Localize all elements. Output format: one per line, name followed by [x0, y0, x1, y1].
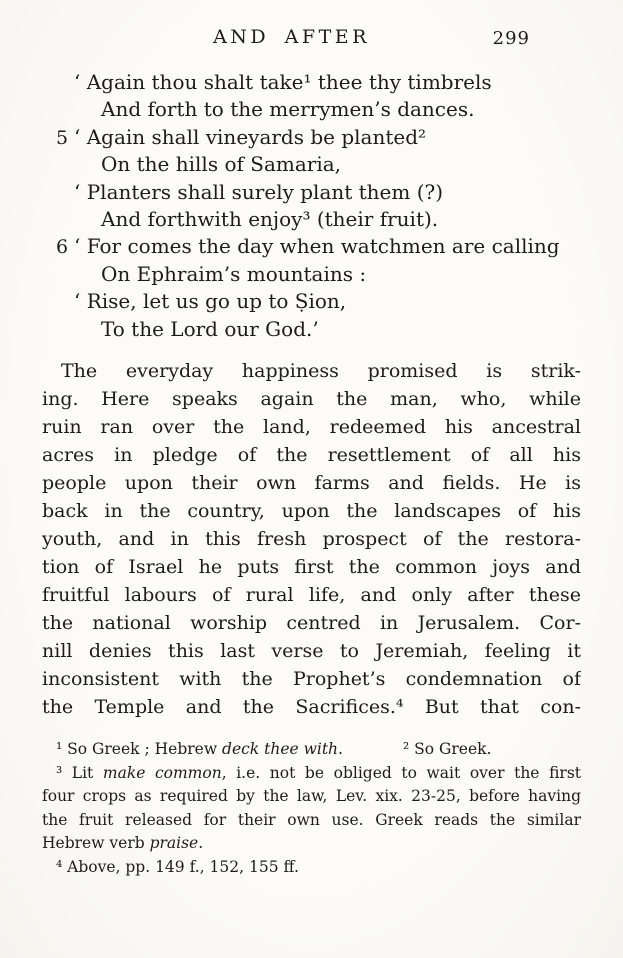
footnote-3-italic: make common [102, 763, 222, 782]
verse-text: ‘ Again shall vineyards be planted² [74, 124, 427, 149]
verse-line [56, 288, 581, 315]
verse-line [56, 206, 581, 233]
verse-number: 6 [56, 236, 69, 259]
footnote-1 [56, 738, 343, 762]
footnote-4: ⁴ Above, pp. 149 f., 152, 155 ff. [56, 857, 299, 876]
footnote-3-text: Hebrew verb [42, 834, 150, 853]
footnote-3-line [42, 832, 581, 856]
verse-line [56, 69, 581, 96]
footnote-2: ² So Greek. [402, 740, 492, 759]
verse-line [56, 179, 581, 206]
verse-line [56, 316, 581, 343]
verse-line [56, 96, 581, 123]
verse-line [56, 124, 581, 151]
page-number: 299 [492, 28, 530, 49]
verse-line [56, 151, 581, 178]
verse-text: And forthwith enjoy³ (their fruit). [101, 207, 439, 232]
paragraph-line: people upon their own farms and fields. He is [42, 472, 581, 495]
verse-text: To the Lord our God.’ [101, 316, 319, 341]
verse-text: And forth to the merrymen’s dances. [101, 97, 475, 122]
footnotes-block [42, 738, 581, 879]
paragraph-line: inconsistent with the Prophet’s condemnation of [42, 668, 581, 691]
verse-text: ‘ Again thou shalt take¹ thee thy timbrels [74, 70, 492, 94]
verse-block [56, 69, 581, 343]
footnote-3-line [42, 762, 581, 786]
verse-number: 5 [56, 126, 69, 149]
footnote-3-line: four crops as required by the law, Lev. xix. 23-25, before having [42, 787, 581, 806]
footnote-3-period: . [198, 834, 204, 853]
footnote-3-text: , i.e. not be obliged to wait over the first [221, 763, 581, 782]
body-paragraph [42, 357, 581, 721]
paragraph-line: ing. Here speaks again the man, who, while [42, 388, 581, 411]
running-head: AND AFTER [213, 26, 370, 48]
verse-text: ‘ Planters shall surely plant them (?) [74, 179, 444, 204]
page-header [42, 26, 581, 56]
paragraph-line: ruin ran over the land, redeemed his ancestral [42, 416, 581, 439]
footnote-3-line: the fruit released for their own use. Greek reads the similar [42, 810, 581, 829]
footnote-3-text: ³ Lit [56, 763, 103, 782]
footnote-1-period: . [338, 740, 343, 759]
verse-text: On the hills of Samaria, [101, 152, 341, 177]
paragraph-line: The everyday happiness promised is strik- [61, 360, 581, 383]
paragraph-line: fruitful labours of rural life, and only after these [42, 584, 581, 607]
paragraph-line: the Temple and the Sacrifices.⁴ But that con- [42, 696, 581, 719]
paragraph-line: nill denies this last verse to Jeremiah, feeling it [42, 640, 581, 663]
footnote-1-text: ¹ So Greek ; Hebrew [56, 740, 223, 759]
paragraph-line: tion of Israel he puts first the common joys and [42, 556, 581, 579]
verse-text: On Ephraim’s mountains : [101, 261, 367, 286]
paragraph-line: youth, and in this fresh prospect of the restora- [42, 528, 581, 551]
footnote-1-italic: deck thee with [222, 740, 339, 759]
paragraph-line: back in the country, upon the landscapes of his [42, 500, 581, 523]
paragraph-line: the national worship centred in Jerusalem. Cor- [42, 612, 581, 635]
paragraph-line: acres in pledge of the resettlement of all his [42, 444, 581, 467]
verse-line [56, 261, 581, 288]
verse-text: ‘ For comes the day when watchmen are calling [74, 234, 560, 259]
verse-line [56, 233, 581, 260]
verse-text: ‘ Rise, let us go up to Ṣion, [74, 289, 347, 314]
footnote-3-italic: praise [149, 834, 199, 853]
footnote-1-and-2 [42, 738, 581, 762]
